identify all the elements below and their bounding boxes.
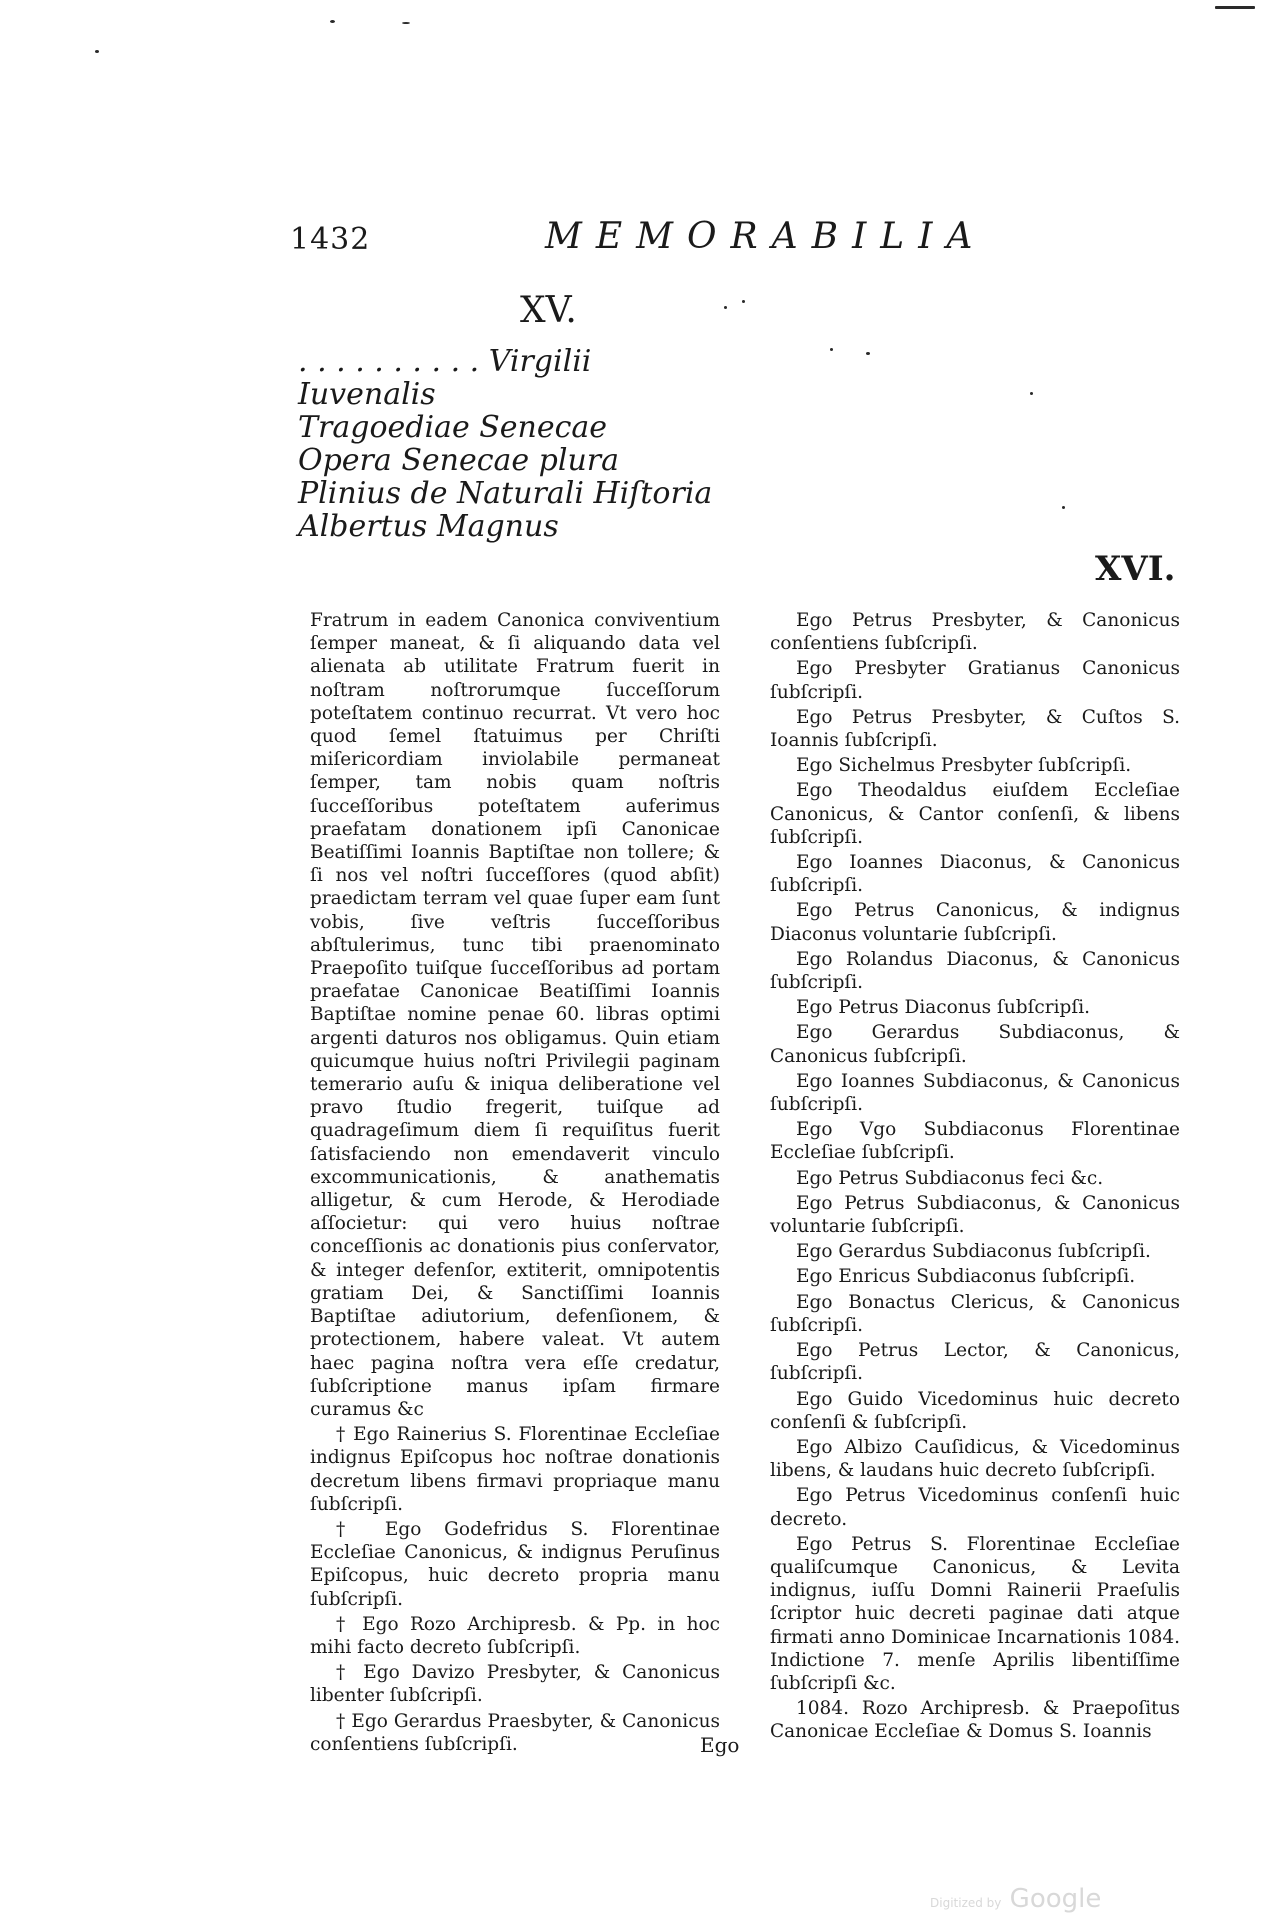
section-heading-xv: XV. [520,290,577,331]
list-item: Opera Senecae plura [298,443,620,478]
signature-entry: Ego Rolandus Diaconus, & Canonicus ſubſcripſi. [770,948,1180,994]
scan-speck [330,20,335,23]
signature-entry: Ego Petrus Vicedominus conſenſi huic decreto. [770,1485,1180,1530]
signature-entry: † Ego Godefridus S. Florentinae Eccleſiae Canonicus, & indignus Peruſinus Epiſcopus, huic decreto propria manu ſubſcripſi. [310,1518,720,1610]
section-heading-xvi: XVI. [1095,549,1176,589]
list-item: Iuvenalis [298,377,436,412]
signature-entry: Ego Guido Vicedominus huic decreto conſenſi & ſubſcripſi. [770,1388,1180,1433]
signature-entry: Ego Presbyter Gratianus Canonicus ſubſcripſi. [770,658,1180,703]
right-column [770,609,1180,1746]
scan-speck [830,348,833,351]
book-list [298,345,818,543]
signature-entry: † Ego Davizo Presbyter, & Canonicus libenter ſubſcripſi. [310,1662,720,1707]
signature-entry: Ego Theodaldus eiuſdem Eccleſiae Canonicus, & Cantor conſenſi, & libens ſubſcripſi. [770,780,1180,848]
scan-speck [95,50,99,53]
signature-entry: Ego Ioannes Subdiaconus, & Canonicus ſubſcripſi. [770,1070,1180,1116]
catchword: Ego [700,1733,740,1757]
signature-entry: Ego Enricus Subdiaconus ſubſcripſi. [796,1266,1136,1288]
scan-speck [1215,6,1255,9]
scan-speck [402,22,410,24]
signature-entry: Ego Petrus Lector, & Canonicus, ſubſcripſi. [770,1340,1180,1385]
signature-entry: Ego Gerardus Subdiaconus, & Canonicus ſubſcripſi. [770,1022,1180,1067]
list-item: Tragoediae Senecae [298,410,608,445]
scan-speck [866,352,870,355]
signature-entry: † Ego Gerardus Praesbyter, & Canonicus conſentiens ſubſcripſi. [310,1710,720,1755]
signature-entry: Ego Petrus Presbyter, & Canonicus conſentiens ſubſcripſi. [770,610,1180,655]
signature-entry: Ego Petrus Diaconus ſubſcripſi. [796,997,1091,1019]
digitized-watermark [930,1884,1101,1914]
running-title: MEMORABILIA [545,216,987,257]
left-column [310,609,720,1758]
signature-entry: Ego Petrus Canonicus, & indignus Diaconus voluntarie ſubſcripſi. [770,900,1180,945]
signature-entry: Ego Sichelmus Presbyter ſubſcripſi. [796,755,1132,777]
signature-entry: Ego Gerardus Subdiaconus ſubſcripſi. [796,1241,1151,1263]
list-item: . . . . . . . . . . Virgilii [298,344,592,379]
signature-entry: Ego Petrus Subdiaconus feci &c. [796,1167,1104,1189]
signature-entry: Ego Ioannes Diaconus, & Canonicus ſubſcripſi. [770,852,1180,897]
scan-speck [1062,506,1065,509]
signature-entry: 1084. Rozo Archipresb. & Praepoſitus Canonicae Eccleſiae & Domus S. Ioannis [770,1698,1180,1743]
signature-entry: Ego Petrus S. Florentinae Eccleſiae qualiſcumque Canonicus, & Levita indignus, iuſſu Domni Rainerii Praeſulis ſcriptor huic decreti paginae dati atque firmati anno Dominicae Incarnationis 1084. Indictione 7. menſe Aprilis libentiſſime ſubſcripſi &c. [770,1533,1180,1694]
page-number: 1432 [290,222,371,257]
list-item: Plinius de Naturali Hiſtoria [298,476,713,511]
list-item: Albertus Magnus [298,509,559,544]
signature-entry: Ego Bonactus Clericus, & Canonicus ſubſcripſi. [770,1291,1180,1336]
watermark-brand: Google [1009,1884,1102,1914]
signature-entry: Ego Vgo Subdiaconus Florentinae Eccleſiae ſubſcripſi. [770,1119,1180,1164]
scan-speck [724,306,727,309]
signature-entry: † Ego Rozo Archipresb. & Pp. in hoc mihi facto decreto ſubſcripſi. [310,1613,720,1658]
scan-speck [742,300,745,303]
signature-entry: † Ego Rainerius S. Florentinae Eccleſiae indignus Epiſcopus hoc noſtrae donationis decretum libens firmavi propriaque manu ſubſcripſi. [310,1424,720,1515]
signature-entry: Ego Albizo Cauſidicus, & Vicedominus libens, & laudans huic decreto ſubſcripſi. [770,1436,1180,1482]
signature-entry: Ego Petrus Presbyter, & Cuſtos S. Ioannis ſubſcripſi. [770,706,1180,752]
body-paragraph: Fratrum in eadem Canonica conviventium ſemper maneat, & ſi aliquando data vel alienata ab utilitate Fratrum fuerit in noſtram noſtrorumque ſucceſſorum poteſtatem continuo recurrat. Vt vero hoc quod ſemel ſtatuimus per Chriſti miſericordiam inviolabile permaneat ſemper, tam nobis quam noſtris ſucceſſoribus poteſtatem auferimus praefatam donationem ipſi Canonicae Beatiſſimi Ioannis Baptiſtae non tollere; & ſi nos vel noſtri ſucceſſores (quod abſit) praedictam terram vel quae ſuper eam ſunt vobis, ſive veſtris ſucceſſoribus abſtulerimus, tunc tibi praenominato Praepoſito tuiſque ſucceſſoribus ad portam praefatae Canonicae Beatiſſimi Ioannis Baptiſtae nomine penae 60. libras optimi argenti daturos nos obligamus. Quin etiam quicumque huius noſtri Privilegii paginam temerario auſu & iniqua deliberatione vel pravo ſtudio fregerit, tuiſque ad quadrageſimum diem ſi requiſitus fuerit ſatisfaciendo non emendaverit vinculo excommunicationis, & anathematis alligetur, & cum Herode, & Herodiade aſſocietur: qui vero huius noſtrae conceſſionis ac donationis pius conſervator, & integer defenſor, extiterit, omnipotentis gratiam Dei, & Sanctiſſimi Ioannis Baptiſtae adiutorium, defenſionem, & protectionem, habere valeat. Vt autem haec pagina noſtra vera eſſe credatur, ſubſcriptione manus ipſam firmare curamus &c [310,610,720,1420]
signature-entry: Ego Petrus Subdiaconus, & Canonicus voluntarie ſubſcripſi. [770,1192,1180,1238]
scan-speck [1030,392,1033,395]
watermark-prefix: Digitized by [930,1896,1002,1910]
